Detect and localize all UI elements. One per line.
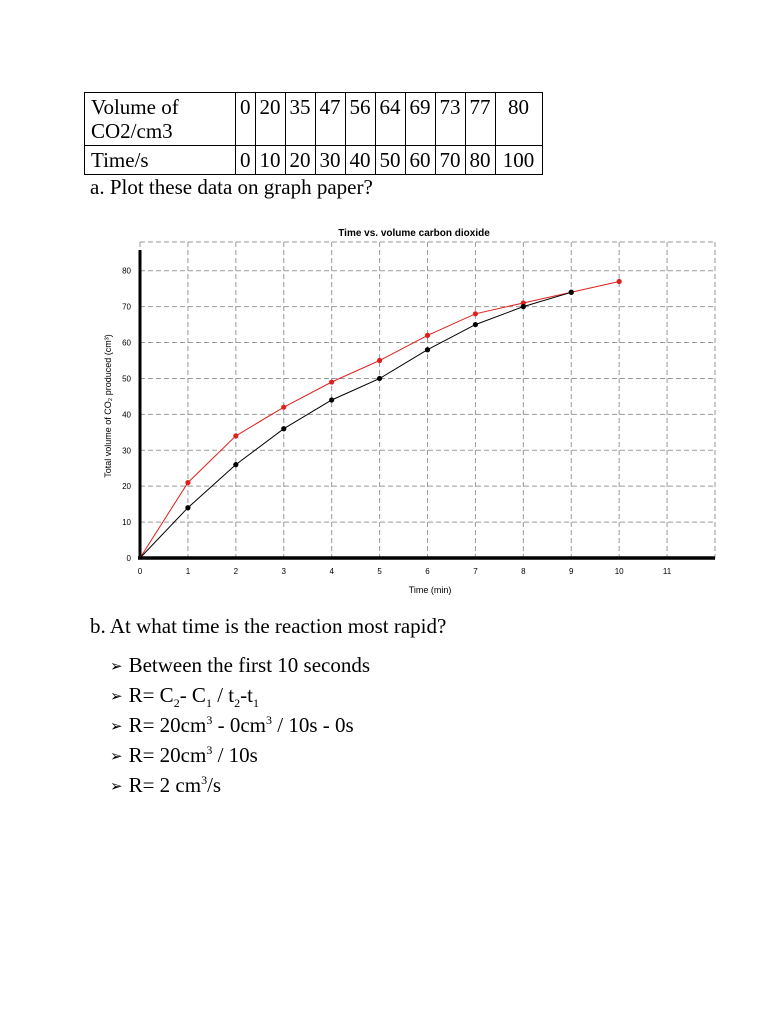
series-line-1 <box>140 292 571 558</box>
series-layer <box>140 279 622 558</box>
y-tick-label: 50 <box>122 374 131 384</box>
data-point <box>329 397 334 402</box>
x-tick-label: 4 <box>329 567 334 576</box>
table-row <box>85 146 543 175</box>
data-point <box>617 279 622 284</box>
x-tick-label: 1 <box>185 567 191 576</box>
data-point <box>281 405 286 410</box>
subscript: 2 <box>234 696 241 711</box>
superscript: 3 <box>266 713 272 727</box>
data-point <box>473 322 478 327</box>
chart-title: Time vs. volume carbon dioxide <box>338 228 490 239</box>
arrow-bullet-icon: ➢ <box>110 657 123 675</box>
answer-text: R= 2 cm <box>128 773 202 797</box>
y-tick-label: 80 <box>122 266 131 276</box>
table-cell: 64 <box>375 93 405 146</box>
list-item <box>110 710 370 740</box>
x-tick-label: 9 <box>569 567 574 576</box>
data-point <box>233 462 238 467</box>
subscript: 1 <box>205 696 212 711</box>
question-a: a. Plot these data on graph paper? <box>90 175 373 199</box>
arrow-bullet-icon: ➢ <box>110 777 123 795</box>
x-tick-label: 7 <box>473 567 478 576</box>
x-tick-label: 3 <box>281 567 286 576</box>
x-tick-label: 11 <box>662 567 672 576</box>
list-item <box>110 740 370 770</box>
superscript: 3 <box>206 713 213 727</box>
table-cell: 50 <box>375 146 405 175</box>
subscript: 2 <box>173 696 180 711</box>
data-point <box>473 311 478 316</box>
list-item <box>110 680 370 710</box>
table-cell: 30 <box>315 146 345 175</box>
table-cell: 73 <box>435 93 465 146</box>
y-tick-label: 30 <box>122 446 131 456</box>
answer-text: R= C <box>128 683 174 707</box>
answer-text: /s <box>207 773 222 797</box>
table-cell: 69 <box>405 93 435 146</box>
chart <box>100 220 720 605</box>
superscript: 3 <box>206 743 213 757</box>
answer-list <box>110 650 370 800</box>
table-cell: 0 <box>236 146 256 175</box>
table-cell: 100 <box>495 146 542 175</box>
axes <box>122 250 715 576</box>
data-point <box>377 358 382 363</box>
arrow-bullet-icon: ➢ <box>110 747 123 765</box>
data-point <box>425 333 430 338</box>
arrow-bullet-icon: ➢ <box>110 717 123 735</box>
table-cell: 47 <box>315 93 345 146</box>
y-tick-label: 0 <box>126 554 131 563</box>
table-cell: 70 <box>435 146 465 175</box>
table-cell: 80 <box>495 93 542 146</box>
data-point <box>281 426 286 431</box>
table-cell: 77 <box>465 93 495 146</box>
answer-text: R= 20cm <box>128 743 207 767</box>
answer-text: R= 20cm <box>128 713 207 737</box>
answer-text: / t <box>211 683 235 707</box>
data-point <box>569 290 574 295</box>
x-tick-label: 6 <box>425 567 430 576</box>
x-tick-label: 5 <box>377 567 382 576</box>
answer-text: / 10s <box>212 743 258 767</box>
table-cell: 35 <box>285 93 315 146</box>
question-b: b. At what time is the reaction most rapid? <box>90 614 447 638</box>
y-tick-label: 70 <box>122 302 131 312</box>
x-tick-label: 2 <box>233 567 239 576</box>
data-point <box>377 376 382 381</box>
y-tick-label: 20 <box>122 482 131 492</box>
data-point <box>233 433 238 438</box>
row-label-text: Volume of CO2/cm3 <box>91 95 179 143</box>
list-item <box>110 770 370 800</box>
list-item <box>110 650 370 680</box>
y-tick-label: 10 <box>122 518 131 528</box>
answer-text: - 0cm <box>212 713 266 737</box>
x-tick-label: 10 <box>614 567 624 576</box>
table-cell: 20 <box>255 93 285 146</box>
data-point <box>329 379 334 384</box>
arrow-bullet-icon: ➢ <box>110 687 123 705</box>
x-tick-label: 8 <box>521 567 526 576</box>
answer-text: / 10s - 0s <box>272 713 354 737</box>
x-tick-label: 0 <box>137 567 143 576</box>
table-cell: 0 <box>236 93 256 146</box>
superscript: 3 <box>201 773 208 787</box>
data-point <box>185 505 190 510</box>
table-cell: 56 <box>345 93 375 146</box>
grid <box>140 242 715 558</box>
data-point <box>185 480 190 485</box>
y-tick-label: 60 <box>122 338 131 348</box>
table-cell: 10 <box>255 146 285 175</box>
answer-text: Between the first 10 seconds <box>128 653 371 677</box>
row-label-volume <box>85 93 236 146</box>
table-cell: 80 <box>465 146 495 175</box>
x-axis-label: Time (min) <box>408 585 452 595</box>
data-point <box>425 347 430 352</box>
y-tick-label: 40 <box>122 410 131 420</box>
table-row <box>85 93 543 146</box>
table-cell: 60 <box>405 146 435 175</box>
data-point <box>521 304 526 309</box>
y-axis-label: Total volume of CO₂ produced (cm³) <box>103 334 113 478</box>
table-cell: 20 <box>285 146 315 175</box>
answer-text: -t <box>240 683 253 707</box>
answer-text: - C <box>179 683 206 707</box>
data-table <box>84 92 543 175</box>
row-label-time: Time/s <box>85 146 236 175</box>
subscript: 1 <box>252 696 259 711</box>
table-cell: 40 <box>345 146 375 175</box>
